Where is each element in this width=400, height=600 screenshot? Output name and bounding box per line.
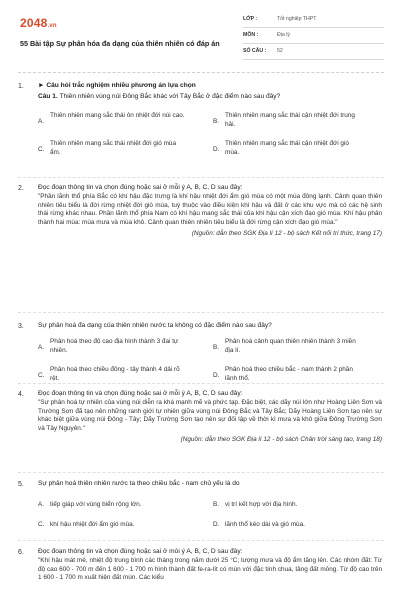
question-body: [38, 184, 382, 239]
passage-source: (Nguồn: dẫn theo SGK Địa lí 12 - bộ sách Kết nối tri thức, trang 17): [191, 230, 382, 238]
question-number: 5.: [18, 481, 24, 488]
question-number: 1.: [18, 83, 24, 90]
question-number: 2.: [18, 185, 24, 192]
reading-passage: "Sự phân hoá tự nhiên của vùng núi diễn ra khá mạnh mẽ và phức tạp. Đặc biệt, các dãy núi lớn như Hoàng Liên Sơn và Trường Sơn đã tạo nên những ranh giới tự nhiên giữa vùng núi Đông Bắc và Tây Bắc; Dãy Hoàng Liên Sơn tạo nên sự khác biệt giữa vùng núi Đông - Tây; Dãy Trường Sơn tạo nên sự đối lập về thời kì mưa và khô giữa Đông Trường Sơn và Tây Nguyên.": [38, 398, 382, 432]
meta-value: Tốt nghiệp THPT: [277, 16, 317, 22]
meta-key: SỐ CÂU :: [243, 48, 267, 54]
meta-row-subject: [243, 28, 384, 44]
question-divider: [18, 383, 384, 384]
meta-key: MÔN :: [243, 32, 259, 38]
question-1: 1. ► Câu hỏi trắc nghiệm nhiều phương án lựa chọn Câu 1. Thiên nhiên vùng núi Đông Bắc khác với Tây Bắc ở đặc điểm nào sau đây? A. Thiên nhiên mang sắc thái ôn nhiệt đới núi cao. B. Thiên nhiên mang sắc thái cận nhiệt đới trung hải. C. Thiên nhiên mang sắc thái nhiệt đới gió mùa ẩm. D. Thiên nhiên mang sắc thái cận nhiệt đới gió mùa.: [18, 82, 384, 172]
meta-table: [243, 12, 384, 60]
question-body: [38, 322, 382, 331]
question-number: 4.: [18, 391, 24, 398]
question-divider: [18, 540, 384, 541]
reading-passage: "Phần lãnh thổ phía Bắc có khí hậu đặc trưng là khí hậu nhiệt đới ẩm gió mùa có một mùa đông lạnh. Cảnh quan thiên nhiên tiêu biểu là đới rừng nhiệt đới gió mùa, tuỳ thuộc vào điều kiện khí hậu và đất ở các khu vực mà có các hệ sinh thái rừng khác nhau. Phần lãnh thổ phía Nam có khí hậu mang sắc thái của khí hậu cận xích đạo gió mùa. Khí hậu phân thành hai mùa: mùa mưa và mùa khô. Cảnh quan thiên nhiên tiêu biểu là đới rừng cận xích đạo gió mùa.": [38, 192, 382, 226]
question-body: [38, 548, 382, 583]
question-4: [18, 390, 384, 470]
question-body: [38, 480, 382, 489]
question-intro: Đọc đoạn thông tin và chọn đúng hoặc sai ở mỗi ý A, B, C, D sau đây:: [38, 390, 243, 397]
question-body: [38, 390, 382, 445]
question-body: [38, 82, 382, 102]
meta-value: 52: [277, 48, 283, 54]
question-2: [18, 184, 384, 312]
sub-question-text: Thiên nhiên vùng núi Đông Bắc khác với Tây Bắc ở đặc điểm nào sau đây?: [59, 92, 281, 100]
question-divider: [18, 312, 384, 313]
question-intro: Đọc đoạn thông tin và chọn đúng hoặc sai ở mỗi ý A, B, C, D sau đây:: [38, 184, 243, 191]
question-6: [18, 548, 384, 600]
question-5: 5. Sự phân hoá thiên nhiên nước ta theo chiều bắc - nam chủ yếu là do A. tiếp giáp với vùng biển rộng lớn. B. vị trí kết hợp với địa hình. C. khí hậu nhiệt đới ẩm gió mùa. D. lãnh thổ kéo dài và gió mùa.: [18, 480, 384, 542]
question-3: 3. Sự phân hoá đa dạng của thiên nhiên nước ta không có đặc điểm nào sau đây? A. Phân hoá theo độ cao địa hình thành 3 đai tự nhiên. B. Phân hoá cảnh quan thiên nhiên thành 3 miền địa lí. C. Phân hoá theo chiều đông - tây thành 4 dải rõ rệt. D. Phân hoá theo chiều bắc - nam thành 2 phần lãnh thổ.: [18, 322, 384, 388]
question-text: Sự phân hoá thiên nhiên nước ta theo chiều bắc - nam chủ yếu là do: [38, 480, 240, 487]
meta-row-class: [243, 12, 384, 28]
meta-key: LỚP :: [243, 16, 258, 22]
logo-suffix: .vn: [47, 23, 57, 29]
meta-value: Địa lý: [277, 32, 290, 38]
meta-row-count: [243, 44, 384, 60]
question-number: 3.: [18, 323, 24, 330]
question-text: Sự phân hoá đa dạng của thiên nhiên nước ta không có đặc điểm nào sau đây?: [38, 322, 272, 329]
passage-source: (Nguồn: dẫn theo SGK Địa lí 12 - bộ sách Chân trời sáng tạo, trang 18): [180, 436, 382, 444]
question-number: 6.: [18, 549, 24, 556]
header-divider: [18, 72, 384, 73]
logo-text: 2048: [20, 16, 48, 30]
section-heading: ► Câu hỏi trắc nghiệm nhiều phương án lựa chọn: [38, 82, 196, 89]
document-header: [18, 12, 384, 60]
site-logo[interactable]: [20, 15, 57, 31]
sub-question-label: Câu 1.: [38, 92, 58, 100]
question-divider: [18, 472, 384, 473]
page-title: 55 Bài tập Sự phân hóa đa dạng của thiên nhiên có đáp án: [20, 39, 220, 48]
reading-passage: "Khí hậu mát mẻ, nhiệt độ trung bình các tháng trong năm dưới 25 °C; lượng mưa và độ ẩm tăng lên. Các nhóm đất: Từ độ cao 600 - 700 m đến 1 600 - 1 700 m hình thành đất fe-ra-lít có mùn với đặc tính chua, tầng đất mỏng. Từ độ cao trên 1 600 - 1 700 m xuất hiện đất mùn. Các kiểu: [38, 556, 382, 582]
question-divider: [18, 177, 384, 178]
question-intro: Đọc đoạn thông tin và chọn đúng hoặc sai ở mỗi ý A, B, C, D sau đây:: [38, 548, 243, 555]
sub-question: [38, 93, 382, 102]
